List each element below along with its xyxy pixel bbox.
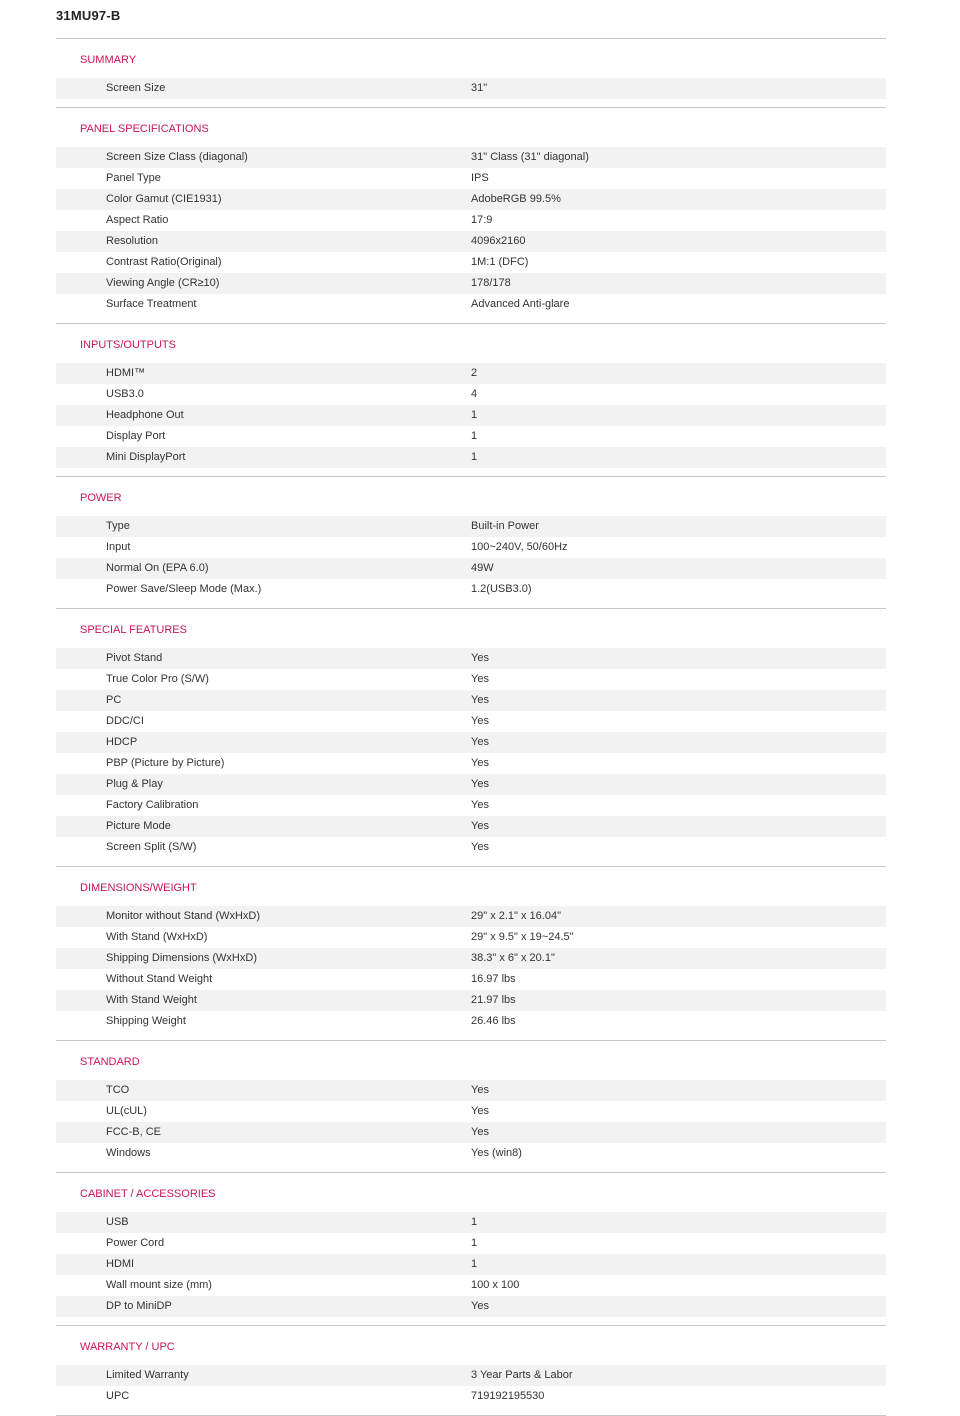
spec-table <box>56 38 886 1416</box>
spec-row <box>56 990 886 1011</box>
spec-value: 4096x2160 <box>471 235 526 247</box>
spec-section <box>56 323 886 476</box>
spec-label: Wall mount size (mm) <box>106 1279 212 1291</box>
spec-row <box>56 558 886 579</box>
spec-label: Mini DisplayPort <box>106 451 186 463</box>
spec-label: UL(cUL) <box>106 1105 147 1117</box>
spec-value: Yes <box>471 757 489 769</box>
spec-value: Yes (win8) <box>471 1147 522 1159</box>
spec-section <box>56 866 886 1040</box>
spec-row <box>56 516 886 537</box>
spec-rows <box>56 1080 886 1172</box>
spec-value: 3 Year Parts & Labor <box>471 1369 573 1381</box>
page-title: 31MU97-B <box>56 8 121 23</box>
spec-label: True Color Pro (S/W) <box>106 673 209 685</box>
spec-label: Screen Size <box>106 82 166 94</box>
spec-rows <box>56 78 886 107</box>
spec-label: Display Port <box>106 430 166 442</box>
spec-row <box>56 732 886 753</box>
spec-value: 49W <box>471 562 494 574</box>
spec-row <box>56 969 886 990</box>
spec-label: With Stand Weight <box>106 994 197 1006</box>
spec-value: 21.97 lbs <box>471 994 516 1006</box>
spec-value: 100~240V, 50/60Hz <box>471 541 568 553</box>
spec-label: Without Stand Weight <box>106 973 213 985</box>
spec-label: DP to MiniDP <box>106 1300 172 1312</box>
spec-label: Monitor without Stand (WxHxD) <box>106 910 261 922</box>
spec-row <box>56 1254 886 1275</box>
spec-value: Yes <box>471 1300 489 1312</box>
section-title: DIMENSIONS/WEIGHT <box>80 882 197 894</box>
spec-row <box>56 363 886 384</box>
spec-row <box>56 1080 886 1101</box>
spec-section <box>56 1325 886 1416</box>
spec-label: Limited Warranty <box>106 1369 189 1381</box>
spec-rows <box>56 1212 886 1325</box>
spec-row <box>56 210 886 231</box>
spec-row <box>56 1011 886 1032</box>
spec-value: Yes <box>471 652 489 664</box>
spec-value: Yes <box>471 820 489 832</box>
spec-section <box>56 476 886 608</box>
section-title: STANDARD <box>80 1056 140 1068</box>
spec-label: Input <box>106 541 131 553</box>
spec-label: USB3.0 <box>106 388 144 400</box>
spec-value: 1 <box>471 409 478 421</box>
spec-row <box>56 690 886 711</box>
spec-label: Surface Treatment <box>106 298 197 310</box>
spec-label: PBP (Picture by Picture) <box>106 757 225 769</box>
spec-value: 1M:1 (DFC) <box>471 256 529 268</box>
spec-value: Yes <box>471 1084 489 1096</box>
spec-label: FCC-B, CE <box>106 1126 161 1138</box>
spec-row <box>56 1233 886 1254</box>
spec-value: 29" x 9.5" x 19~24.5" <box>471 931 574 943</box>
spec-row <box>56 795 886 816</box>
spec-value: 1 <box>471 1216 478 1228</box>
spec-value: Yes <box>471 736 489 748</box>
spec-label: Screen Size Class (diagonal) <box>106 151 248 163</box>
spec-row <box>56 1386 886 1407</box>
spec-row <box>56 147 886 168</box>
spec-value: AdobeRGB 99.5% <box>471 193 561 205</box>
spec-value: Yes <box>471 715 489 727</box>
spec-label: Headphone Out <box>106 409 184 421</box>
spec-row <box>56 948 886 969</box>
spec-rows <box>56 906 886 1040</box>
spec-row <box>56 537 886 558</box>
section-title: SUMMARY <box>80 54 137 66</box>
spec-row <box>56 426 886 447</box>
section-title: WARRANTY / UPC <box>80 1341 175 1353</box>
spec-value: Yes <box>471 778 489 790</box>
spec-rows <box>56 147 886 323</box>
spec-row <box>56 579 886 600</box>
section-title: INPUTS/OUTPUTS <box>80 339 176 351</box>
spec-label: Power Save/Sleep Mode (Max.) <box>106 583 262 595</box>
spec-row <box>56 753 886 774</box>
spec-value: Yes <box>471 799 489 811</box>
spec-row <box>56 294 886 315</box>
spec-value: Yes <box>471 694 489 706</box>
spec-value: 17:9 <box>471 214 493 226</box>
spec-row <box>56 816 886 837</box>
spec-row <box>56 711 886 732</box>
spec-row <box>56 405 886 426</box>
section-title: SPECIAL FEATURES <box>80 624 187 636</box>
spec-row <box>56 168 886 189</box>
spec-label: Shipping Dimensions (WxHxD) <box>106 952 257 964</box>
spec-value: 1 <box>471 1237 478 1249</box>
spec-value: 719192195530 <box>471 1390 545 1402</box>
spec-value: 2 <box>471 367 478 379</box>
spec-label: Pivot Stand <box>106 652 163 664</box>
spec-value: IPS <box>471 172 489 184</box>
spec-label: Picture Mode <box>106 820 171 832</box>
spec-label: UPC <box>106 1390 130 1402</box>
spec-row <box>56 447 886 468</box>
spec-row <box>56 78 886 99</box>
spec-row <box>56 1275 886 1296</box>
spec-rows <box>56 1365 886 1415</box>
spec-label: Shipping Weight <box>106 1015 186 1027</box>
spec-rows <box>56 516 886 608</box>
spec-label: Panel Type <box>106 172 161 184</box>
spec-value: Built-in Power <box>471 520 539 532</box>
spec-label: Viewing Angle (CR≥10) <box>106 277 220 289</box>
spec-row <box>56 1122 886 1143</box>
spec-value: 38.3" x 6" x 20.1" <box>471 952 555 964</box>
spec-section <box>56 107 886 323</box>
spec-label: HDMI™ <box>106 367 146 379</box>
spec-label: Contrast Ratio(Original) <box>106 256 222 268</box>
spec-section <box>56 38 886 107</box>
spec-value: 1 <box>471 430 478 442</box>
spec-row <box>56 1365 886 1386</box>
spec-label: Normal On (EPA 6.0) <box>106 562 209 574</box>
spec-value: 1.2(USB3.0) <box>471 583 532 595</box>
spec-row <box>56 252 886 273</box>
spec-value: 1 <box>471 1258 478 1270</box>
spec-value: Yes <box>471 673 489 685</box>
spec-row <box>56 189 886 210</box>
spec-label: With Stand (WxHxD) <box>106 931 208 943</box>
spec-label: USB <box>106 1216 129 1228</box>
spec-value: 29" x 2.1" x 16.04" <box>471 910 561 922</box>
spec-value: 1 <box>471 451 478 463</box>
spec-label: Power Cord <box>106 1237 165 1249</box>
spec-row <box>56 231 886 252</box>
spec-label: Type <box>106 520 130 532</box>
section-title: POWER <box>80 492 122 504</box>
spec-row <box>56 1143 886 1164</box>
spec-label: TCO <box>106 1084 130 1096</box>
spec-label: HDCP <box>106 736 138 748</box>
spec-label: Factory Calibration <box>106 799 199 811</box>
spec-value: 26.46 lbs <box>471 1015 516 1027</box>
spec-section <box>56 1040 886 1172</box>
spec-label: DDC/CI <box>106 715 144 727</box>
spec-row <box>56 384 886 405</box>
spec-row <box>56 774 886 795</box>
spec-row <box>56 669 886 690</box>
spec-label: PC <box>106 694 122 706</box>
spec-label: HDMI <box>106 1258 135 1270</box>
spec-row <box>56 906 886 927</box>
spec-row <box>56 1212 886 1233</box>
section-title: CABINET / ACCESSORIES <box>80 1188 216 1200</box>
spec-label: Screen Split (S/W) <box>106 841 197 853</box>
spec-section <box>56 608 886 866</box>
spec-rows <box>56 363 886 476</box>
spec-label: Windows <box>106 1147 151 1159</box>
spec-rows <box>56 648 886 866</box>
spec-label: Resolution <box>106 235 158 247</box>
spec-value: 4 <box>471 388 478 400</box>
spec-value: 178/178 <box>471 277 511 289</box>
spec-row <box>56 927 886 948</box>
spec-row <box>56 1296 886 1317</box>
spec-value: Yes <box>471 1126 489 1138</box>
spec-label: Plug & Play <box>106 778 163 790</box>
spec-row <box>56 1101 886 1122</box>
spec-value: 16.97 lbs <box>471 973 516 985</box>
spec-value: Yes <box>471 1105 489 1117</box>
spec-label: Color Gamut (CIE1931) <box>106 193 222 205</box>
spec-value: 31" Class (31" diagonal) <box>471 151 589 163</box>
spec-value: Yes <box>471 841 489 853</box>
spec-row <box>56 273 886 294</box>
section-title: PANEL SPECIFICATIONS <box>80 123 209 135</box>
spec-row <box>56 648 886 669</box>
spec-label: Aspect Ratio <box>106 214 169 226</box>
spec-value: 31" <box>471 82 488 94</box>
spec-value: Advanced Anti-glare <box>471 298 570 310</box>
spec-row <box>56 837 886 858</box>
spec-value: 100 x 100 <box>471 1279 520 1291</box>
spec-section <box>56 1172 886 1325</box>
